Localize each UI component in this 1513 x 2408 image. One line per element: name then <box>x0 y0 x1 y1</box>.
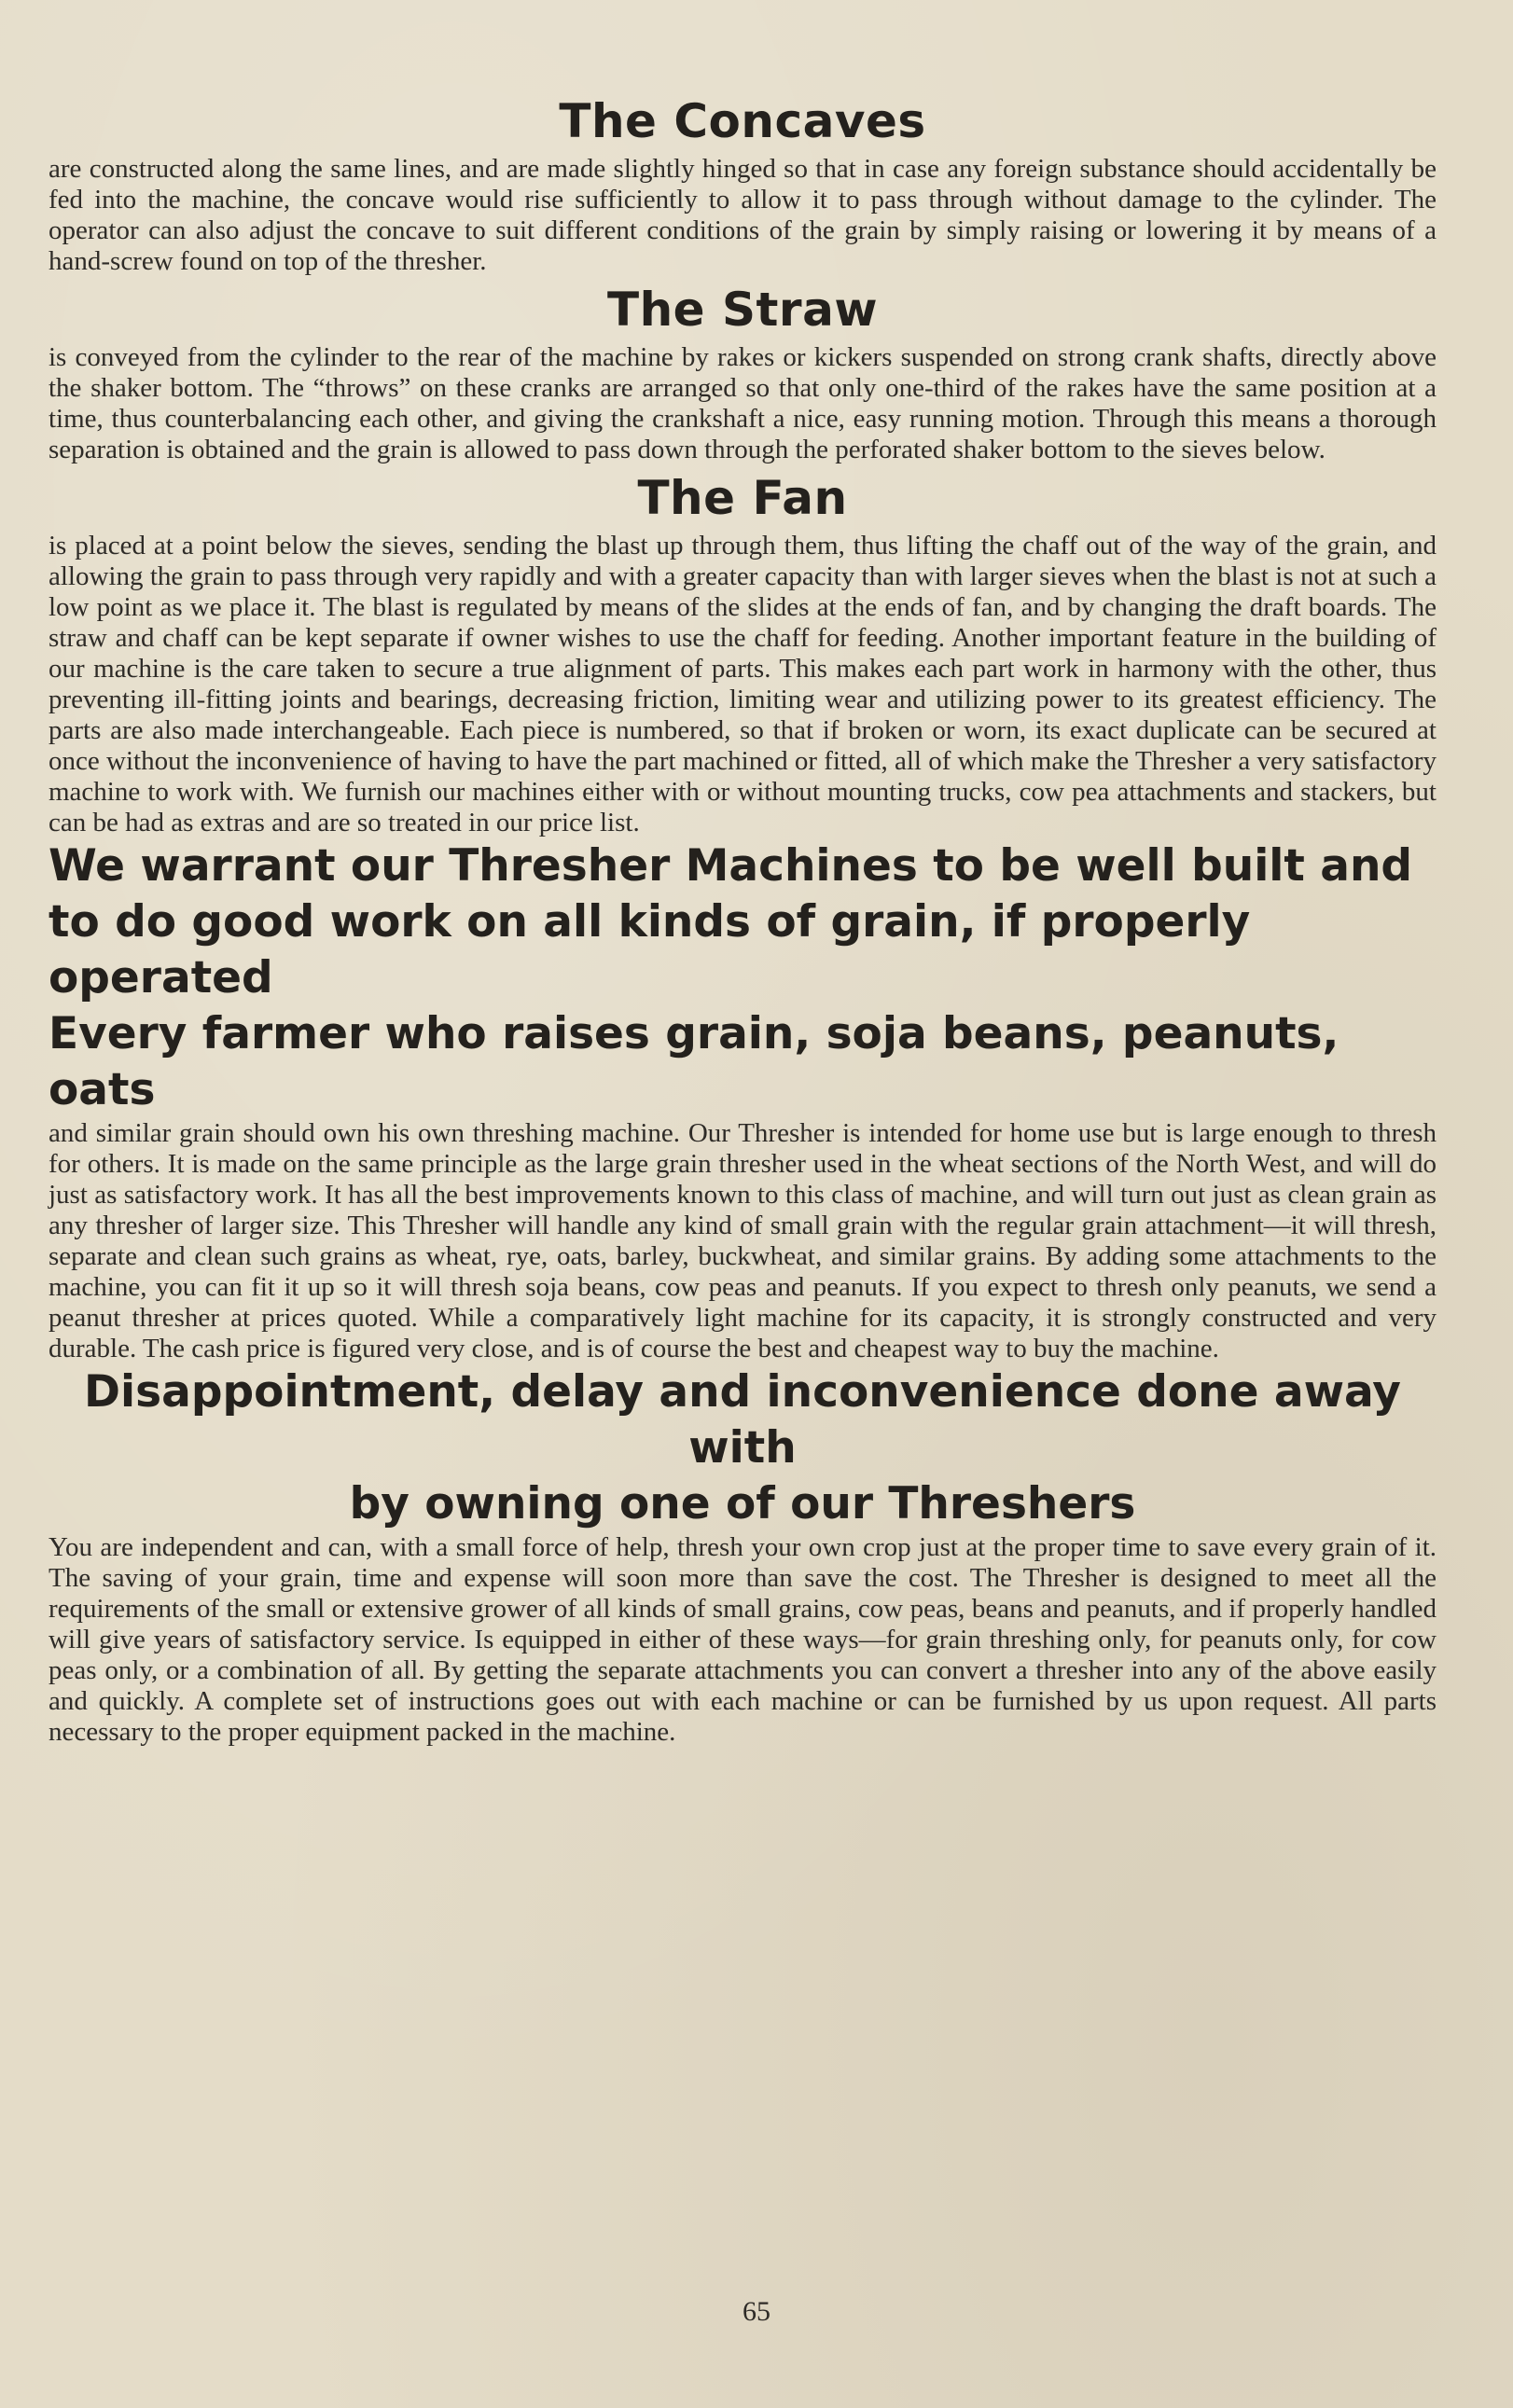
page-number: 65 <box>743 2296 770 2327</box>
paragraph-fan: is placed at a point below the sieves, sending the blast up through them, thus lifting the chaff out of the way of the grain, and allowing the grain to pass through very rapidly and with a greater capacity than with larger sieves when the blast is not at such a low point as we place it. The blast is regulated by means of the slides at the ends of fan, and by changing the draft boards. The straw and chaff can be kept separate if owner wishes to use the chaff for feeding. Another important feature in the building of our machine is the care taken to secure a true alignment of parts. This makes each part work in harmony with the other, thus preventing ill-fitting joints and bearings, decreasing friction, limiting wear and utilizing power to its greatest efficiency. The parts are also made interchangeable. Each piece is numbered, so that if broken or worn, its exact duplicate can be secured at once without the inconvenience of having to have the part machined or fitted, all of which make the Thresher a very satisfactory machine to work with. We furnish our machines either with or without mounting trucks, cow pea attachments and stackers, but can be had as extras and are so treated in our price list. <box>49 531 1437 837</box>
paragraph-every-farmer: and similar grain should own his own threshing machine. Our Thresher is intended for home use but is large enough to thresh for others. It is made on the same principle as the large grain thresher used in the wheat sections of the North West, and will do just as satisfactory work. It has all the best improvements known to this class of machine, and will turn out just as clean grain as any thresher of larger size. This Thresher will handle any kind of small grain with the regular grain attachment—it will thresh, separate and clean such grains as wheat, rye, oats, barley, buckwheat, and similar grains. By adding some attachments to the machine, you can fit it up so it will thresh soja beans, cow peas and peanuts. If you expect to thresh only peanuts, we send a peanut thresher at prices quoted. While a comparatively light machine for its capacity, it is strongly constructed and very durable. The cash price is figured very close, and is of course the best and cheapest way to buy the machine. <box>49 1118 1437 1363</box>
heading-straw: The Straw <box>606 283 879 337</box>
section-disappointment <box>49 1364 1437 1748</box>
heading-disappointment-line2: by owning one of our Threshers <box>349 1478 1136 1529</box>
section-concaves <box>49 89 1437 277</box>
section-warrant <box>49 838 1437 1006</box>
section-fan <box>49 465 1437 838</box>
section-straw <box>49 277 1437 465</box>
heading-warrant: We warrant our Thresher Machines to be well built and to do good work on all kinds of grain, if properly operated <box>49 840 1413 1003</box>
heading-disappointment-line1: Disappointment, delay and inconvenience done away with <box>84 1366 1401 1474</box>
heading-disappointment <box>49 1364 1437 1532</box>
heading-fan: The Fan <box>637 471 848 525</box>
section-every-farmer <box>49 1006 1437 1364</box>
heading-concaves: The Concaves <box>559 94 926 148</box>
paragraph-concaves: are constructed along the same lines, and are made slightly hinged so that in case any foreign substance should accidentally be fed into the machine, the concave would rise sufficiently to allow it to pass through without damage to the cylinder. The operator can also adjust the concave to suit different conditions of the grain by simply raising or lowering it by means of a hand-screw found on top of the thresher. <box>49 154 1437 276</box>
heading-every-farmer: Every farmer who raises grain, soja beans, peanuts, oats <box>49 1008 1339 1115</box>
paragraph-straw: is conveyed from the cylinder to the rear of the machine by rakes or kickers suspended on strong crank shafts, directly above the shaker bottom. The “throws” on these cranks are arranged so that only one-third of the rakes have the same position at a time, thus counterbalancing each other, and giving the crankshaft a nice, easy running motion. Through this means a thorough separation is obtained and the grain is allowed to pass down through the perforated shaker bottom to the sieves below. <box>49 342 1437 464</box>
paragraph-disappointment: You are independent and can, with a small force of help, thresh your own crop just at the proper time to save every grain of it. The saving of your grain, time and expense will soon more than save the cost. The Thresher is designed to meet all the requirements of the small or extensive grower of all kinds of small grains, cow peas, beans and peanuts, and if properly handled will give years of satisfactory service. Is equipped in either of these ways—for grain threshing only, for peanuts only, for cow peas only, or a combination of all. By getting the separate attachments you can convert a thresher into any of the above easily and quickly. A complete set of instructions goes out with each machine or can be furnished by us upon request. All parts necessary to the proper equipment packed in the machine. <box>49 1532 1437 1747</box>
